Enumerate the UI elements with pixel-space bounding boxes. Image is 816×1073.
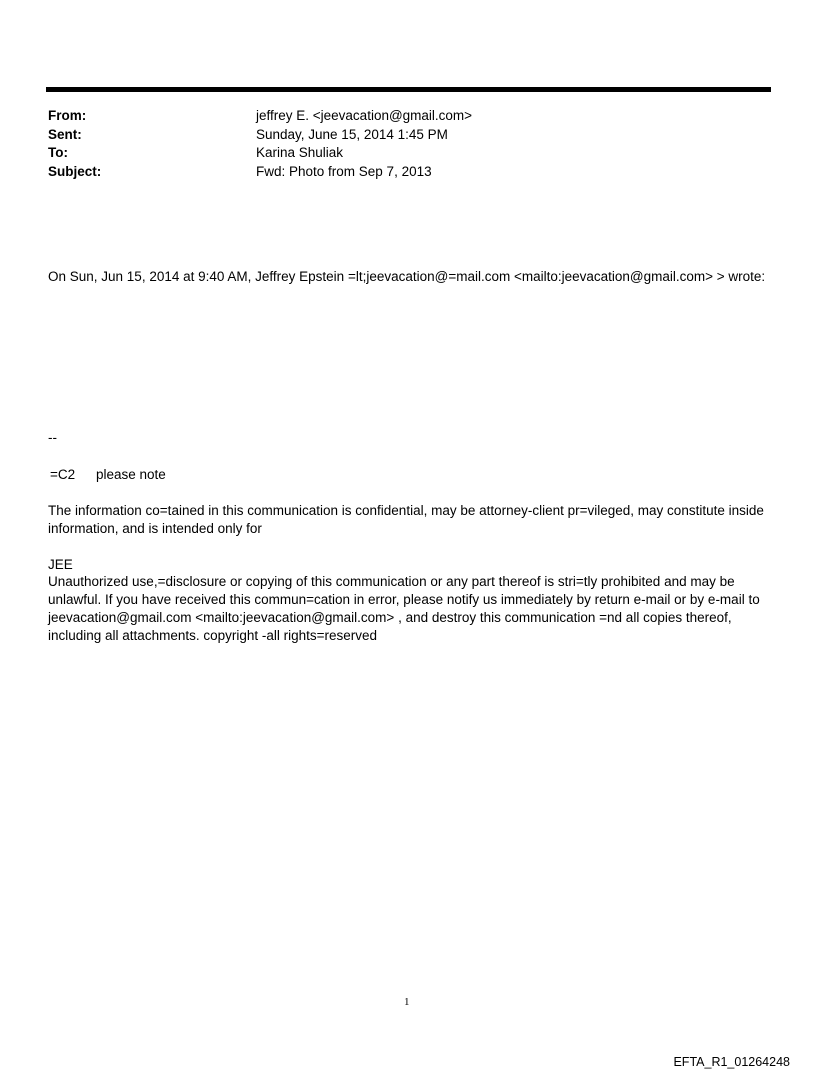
quoted-intro: On Sun, Jun 15, 2014 at 9:40 AM, Jeffrey Epstein =lt;jeevacation@=mail.com <mailto:jeevacation@gmail.com> > wrote:	[48, 269, 766, 284]
email-header	[48, 107, 768, 181]
subject-label: Subject:	[48, 163, 102, 179]
note-text: please note	[96, 467, 166, 482]
note-code: =C2	[50, 467, 76, 482]
document-id: EFTA_R1_01264248	[673, 1055, 790, 1069]
note-line	[50, 466, 776, 484]
from-value: jeffrey E. <jeevacation@gmail.com>	[256, 108, 473, 123]
page-number: 1	[404, 996, 410, 1008]
from-row	[48, 107, 768, 126]
to-row	[48, 144, 768, 163]
to-label: To:	[48, 145, 68, 160]
to-value: Karina Shuliak	[256, 145, 344, 160]
subject-row	[48, 163, 768, 182]
jee-line: JEE	[48, 557, 73, 572]
info-paragraph: The information co=tained in this communication is confidential, may be attorney-client pr=vileged, may constitute inside information, and is intended only for	[48, 503, 764, 536]
sent-row	[48, 126, 768, 145]
signature-separator: --	[48, 430, 57, 445]
disclaimer-paragraph: Unauthorized use,=disclosure or copying of this communication or any part thereof is stri=tly prohibited and may be unlawful. If you have received this commun=cation in error, please notify us immediately by return e-mail or by e-mail to jeevacation@gmail.com <mailto:jeevacation@gmail.com> , and destroy this communication =nd all copies thereof, including all attachments. copyright -all rights=reserved	[48, 574, 760, 643]
header-rule	[46, 87, 771, 92]
sent-label: Sent:	[48, 126, 82, 142]
sent-value: Sunday, June 15, 2014 1:45 PM	[256, 126, 448, 142]
from-label: From:	[48, 108, 87, 123]
subject-value: Fwd: Photo from Sep 7, 2013	[256, 163, 432, 179]
